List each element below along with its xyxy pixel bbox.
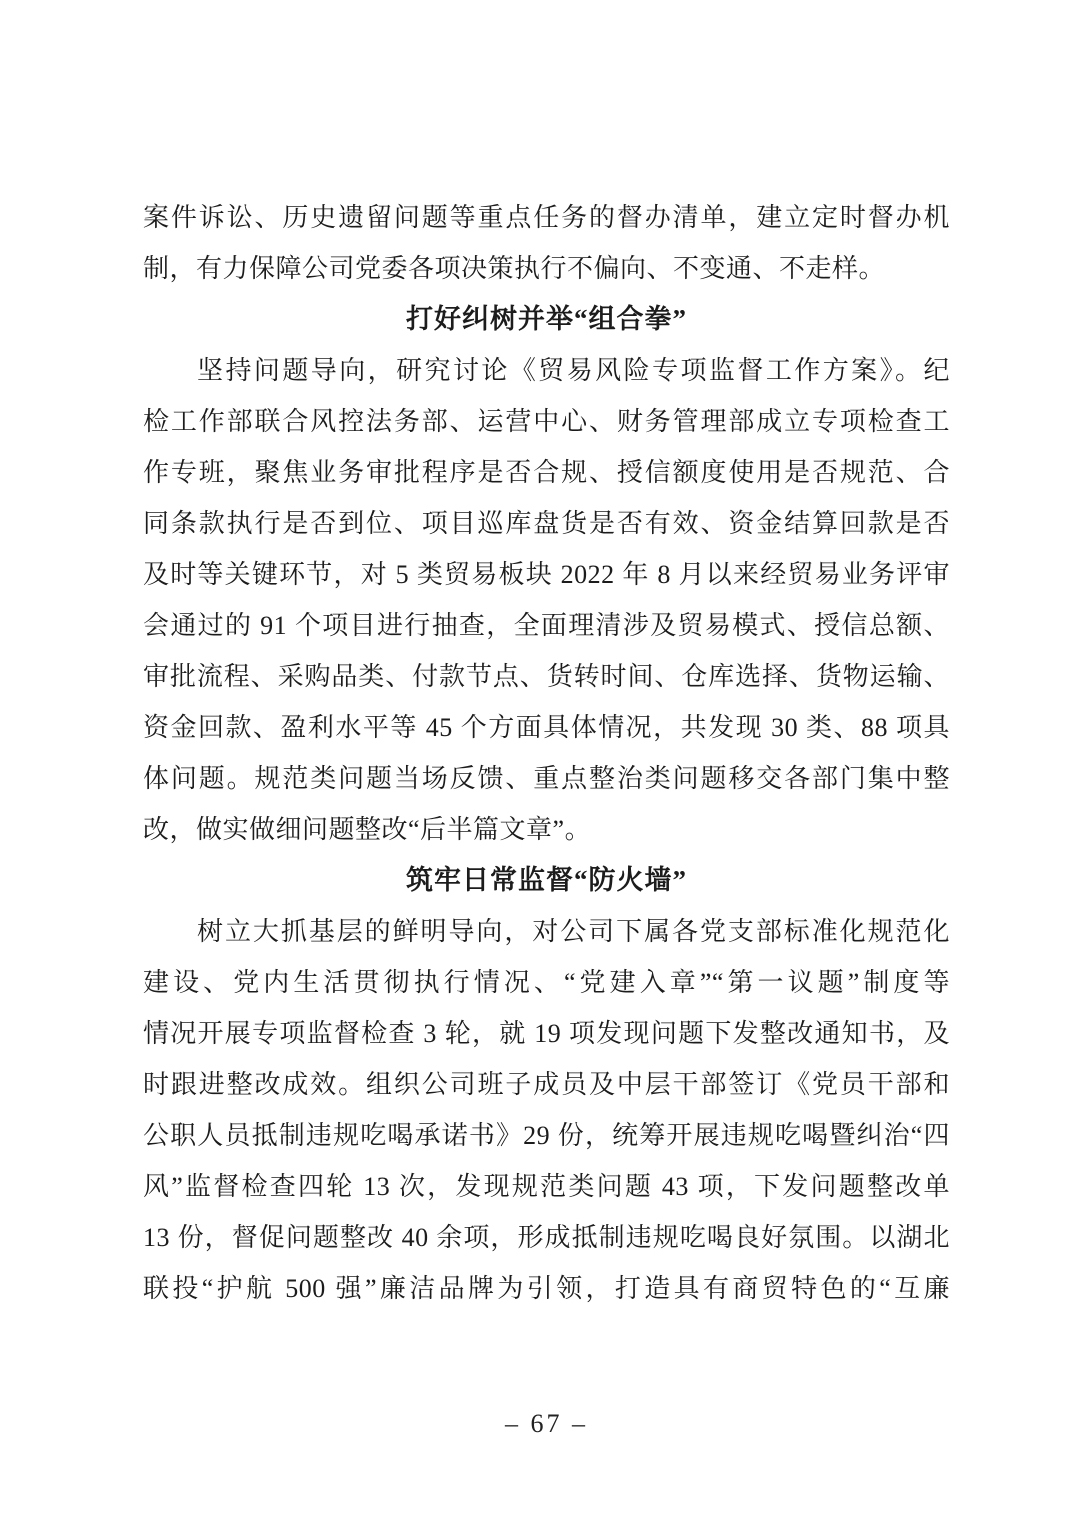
text-line: 联投“护航 500 强”廉洁品牌为引领，打造具有商贸特色的“互廉: [143, 1274, 950, 1303]
text-line: 建设、党内生活贯彻执行情况、“党建入章”“第一议题”制度等: [143, 968, 950, 997]
text-line: 坚持问题导向，研究讨论《贸易风险专项监督工作方案》。纪: [197, 356, 950, 385]
text-line: 检工作部联合风控法务部、运营中心、财务管理部成立专项检查工: [143, 407, 950, 436]
text-line: 风”监督检查四轮 13 次，发现规范类问题 43 项，下发问题整改单: [143, 1172, 950, 1201]
page-footer: [143, 1402, 950, 1446]
text-line: 资金回款、盈利水平等 45 个方面具体情况，共发现 30 类、88 项具: [143, 713, 950, 742]
document-body: [143, 192, 950, 1314]
text-line: 会通过的 91 个项目进行抽查，全面理清涉及贸易模式、授信总额、: [143, 611, 950, 640]
text-line: 情况开展专项监督检查 3 轮，就 19 项发现问题下发整改通知书，及: [143, 1019, 950, 1048]
text-line: 时跟进整改成效。组织公司班子成员及中层干部签订《党员干部和: [143, 1070, 950, 1099]
text-line: 制，有力保障公司党委各项决策执行不偏向、不变通、不走样。: [143, 254, 886, 283]
section-heading: 打好纠树并举“组合拳”: [406, 304, 687, 334]
text-line: 13 份，督促问题整改 40 余项，形成抵制违规吃喝良好氛围。以湖北: [143, 1223, 950, 1252]
text-line: 改，做实做细问题整改“后半篇文章”。: [143, 815, 592, 844]
text-line: 审批流程、采购品类、付款节点、货转时间、仓库选择、货物运输、: [143, 662, 950, 691]
text-line: 体问题。规范类问题当场反馈、重点整治类问题移交各部门集中整: [143, 764, 950, 793]
page-number: – 67 –: [505, 1409, 588, 1438]
text-line: 树立大抓基层的鲜明导向，对公司下属各党支部标准化规范化: [197, 917, 950, 946]
text-line: 及时等关键环节，对 5 类贸易板块 2022 年 8 月以来经贸易业务评审: [143, 560, 950, 589]
section-heading: 筑牢日常监督“防火墙”: [406, 865, 687, 895]
text-line: 作专班，聚焦业务审批程序是否合规、授信额度使用是否规范、合: [143, 458, 950, 487]
text-line: 公职人员抵制违规吃喝承诺书》29 份，统筹开展违规吃喝暨纠治“四: [143, 1121, 950, 1150]
text-line: 案件诉讼、历史遗留问题等重点任务的督办清单，建立定时督办机: [143, 203, 950, 232]
text-line: 同条款执行是否到位、项目巡库盘货是否有效、资金结算回款是否: [143, 509, 950, 538]
